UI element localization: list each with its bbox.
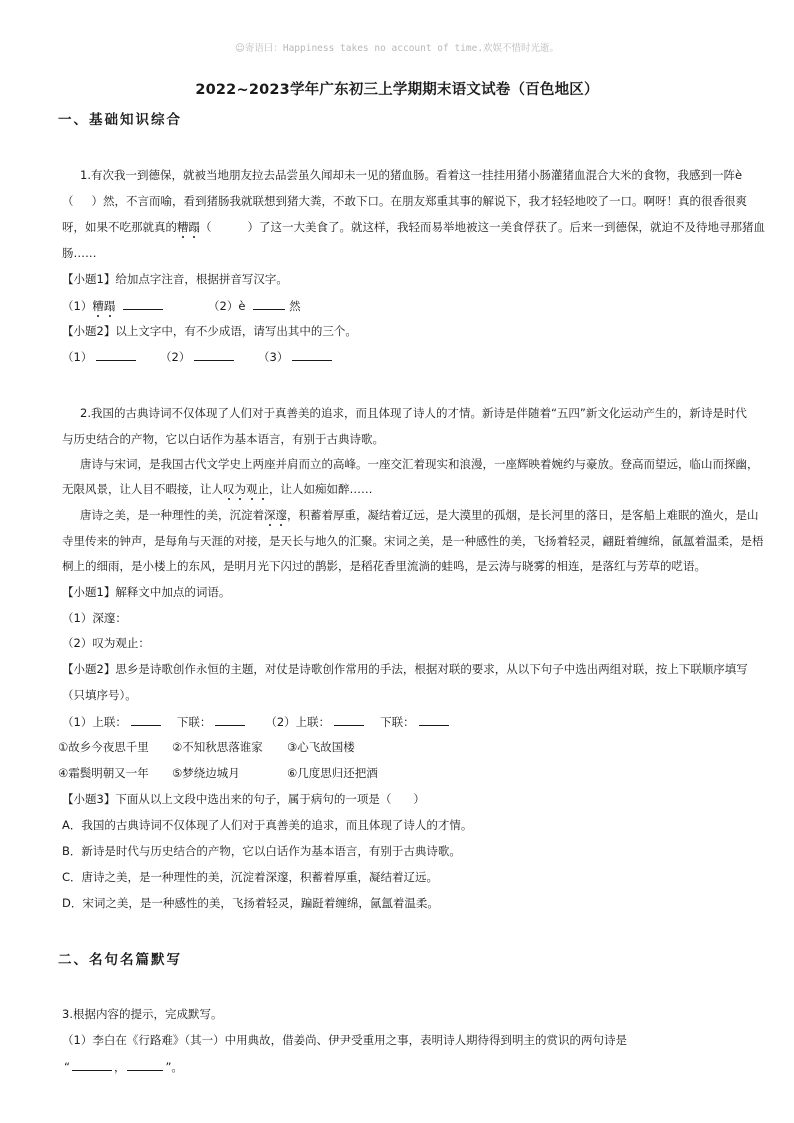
fill-label: 下联： <box>380 715 415 729</box>
watermark <box>0 40 794 54</box>
q1-answer-blank-2[interactable] <box>212 220 248 231</box>
answer-blank[interactable] <box>215 714 245 726</box>
q2-text: 【小题3】下面从以上文段中选出来的句子，属于病句的一项是（ <box>62 792 392 806</box>
item-number: （1） <box>62 299 93 313</box>
q1-text: 1.有次我一到德保，就被当地朋友拉去品尝虽久闻却未一见的猪血肠。看着这一挂挂用猪小肠灌猪血混合大米的食物，我感到一阵 <box>80 168 735 182</box>
q2-option-1: ①故乡今夜思千里 <box>58 740 149 754</box>
q2-text: ，让人如痴如醉…… <box>269 482 373 496</box>
fill-label: （2）上联： <box>265 715 331 729</box>
choice-answer-slot[interactable] <box>391 792 413 803</box>
q2-dotted-char: 为 <box>234 482 246 496</box>
q2-sub2-label-line-2: （只填序号）。 <box>62 688 137 702</box>
q2-sub1-item-2: （2）叹为观止： <box>62 636 150 650</box>
answer-blank[interactable] <box>419 714 449 726</box>
answer-blank[interactable] <box>96 349 136 361</box>
q1-sub2-fill-1 <box>62 349 136 364</box>
q1-paren-open: （ <box>200 220 212 234</box>
q2-para2-line-2 <box>62 482 373 496</box>
answer-blank[interactable] <box>123 298 163 310</box>
q2-dotted-char: 深 <box>264 508 276 522</box>
q2-option-3: ③心飞故国楼 <box>287 740 355 754</box>
q2-sub1-label: 【小题1】解释文中加点的词语。 <box>62 585 231 599</box>
section-heading-2: 二、名句名篇默写 <box>58 952 182 968</box>
q2-option-6: ⑥几度思归还把酒 <box>287 766 378 780</box>
q1-sub2-fill-2 <box>160 349 234 364</box>
q2-choice-b[interactable]: B．新诗是时代与历史结合的产物，它以白话作为基本语言，有别于古典诗歌。 <box>62 844 461 858</box>
q1-pinyin-e: è <box>238 299 246 313</box>
answer-blank[interactable] <box>334 714 364 726</box>
fill-label: （1）上联： <box>62 715 127 729</box>
section-heading-1: 一、基础知识综合 <box>58 112 182 128</box>
answer-blank[interactable] <box>131 714 161 726</box>
q2-choice-c[interactable]: C．唐诗之美，是一种理性的美，沉淀着深邃，积蓄着厚重，凝结着辽远。 <box>62 870 439 884</box>
q3-text: “ <box>64 1060 70 1074</box>
q3-text: ， <box>113 1060 126 1074</box>
q2-para1-line-1: 2.我国的古典诗词不仅体现了人们对于真善美的追求，而且体现了诗人的才情。新诗是伴随着“五四”新文化运动产生的，新诗是时代 <box>80 406 747 420</box>
q2-text: 无限风景，让人目不暇接，让人 <box>62 482 223 496</box>
answer-blank[interactable] <box>292 349 332 361</box>
q2-dotted-char: 邃 <box>275 508 287 522</box>
answer-blank[interactable] <box>127 1059 163 1071</box>
q2-sub1-item-1: （1）深邃： <box>62 611 127 625</box>
q2-text: 唐诗之美，是一种理性的美，沉淀着 <box>80 508 264 522</box>
q2-para3-line-2: 寺里传来的钟声，是每角与天涯的对接，是天长与地久的汇聚。宋词之美，是一种感性的美，飞扬着轻灵，翩跹着缠绵，氤氲着温柔，是梧 <box>62 534 764 548</box>
q1-sub1-item-1 <box>62 298 163 313</box>
q1-text: ）然，不言而喻，看到猪肠我就联想到猪大粪，不敢下口。在朋友郑重其事的解说下，我才轻轻地咬了一口。啊呀！真的很香很爽 <box>91 194 747 208</box>
item-number: （2） <box>160 350 191 364</box>
item-number: （3） <box>258 350 289 364</box>
q1-sub2-label: 【小题2】以上文字中，有不少成语，请写出其中的三个。 <box>62 324 357 338</box>
q2-dotted-char: 观 <box>246 482 258 496</box>
item-number: （2） <box>208 299 239 313</box>
q1-sub1-item-2 <box>208 298 301 313</box>
answer-blank[interactable] <box>72 1059 112 1071</box>
q1-para-line-2 <box>62 194 747 208</box>
q2-para3-line-1 <box>80 508 759 522</box>
q2-choice-a[interactable]: A．我国的古典诗词不仅体现了人们对于真善美的追求，而且体现了诗人的才情。 <box>62 818 473 832</box>
answer-blank[interactable] <box>253 298 285 310</box>
q3-item-1: （1）李白在《行路难》（其一）中用典故，借姜尚、伊尹受重用之事，表明诗人期待得到明主的赏识的两句诗是 <box>62 1033 628 1047</box>
smile-icon: ☺ <box>234 43 245 54</box>
q2-sub2-fill-row <box>62 714 449 729</box>
q1-dotted-char: 蹋 <box>188 220 200 234</box>
q3-item-1-fill <box>64 1059 183 1074</box>
q2-choice-d[interactable]: D．宋词之美，是一种感性的美，飞扬着轻灵，蹁跹着缠绵，氤氲着温柔。 <box>62 896 439 910</box>
q2-option-2: ②不知秋思落谁家 <box>172 740 263 754</box>
q2-option-5: ⑤梦绕边城月 <box>172 766 240 780</box>
q2-option-4: ④霜鬓明朝又一年 <box>58 766 149 780</box>
q2-text: ） <box>413 792 425 806</box>
q1-para-line-3 <box>62 220 765 234</box>
q1-text: 呀，如果不吃那就真的 <box>62 220 177 234</box>
watermark-text: 寄语曰：Happiness takes no account of time.欢娱不惜时光逝。 <box>244 43 560 54</box>
q1-dotted-char: 糟 <box>92 299 104 313</box>
q1-dotted-char: 蹋 <box>103 299 116 313</box>
q3-intro: 3.根据内容的提示，完成默写。 <box>62 1007 223 1021</box>
q1-para-line-4: 肠…… <box>62 246 97 260</box>
q1-para-line-1 <box>80 168 742 182</box>
q2-text: ，积蓄着厚重，凝结着辽远，是大漠里的孤烟，是长河里的落日，是客船上难眠的渔火，是山 <box>287 508 759 522</box>
q2-para2-line-1: 唐诗与宋词，是我国古代文学史上两座并肩而立的高峰。一座交汇着现实和浪漫，一座辉映着婉约与豪放。登高而望远，临山而探幽， <box>80 457 759 471</box>
q1-paren-open: （ <box>62 194 74 208</box>
q1-sub2-fill-3 <box>258 349 332 364</box>
q2-para3-line-3: 桐上的细雨，是小楼上的东风，是明月光下闪过的鹊影，是稻花香里流淌的蛙鸣，是云涛与晓雾的相连，是落红与芳草的呓语。 <box>62 559 706 573</box>
item-number: （1） <box>62 350 93 364</box>
fill-label: 下联： <box>176 715 212 729</box>
q1-text: ）了这一大美食了。就这样，我轻而易举地被这一美食俘获了。后来一到德保，就迫不及待地寻那猪血 <box>247 220 765 234</box>
q1-dotted-char: 糟 <box>177 220 189 234</box>
q1-text: 然 <box>289 299 301 313</box>
q1-answer-blank-1[interactable] <box>74 194 92 205</box>
page-title: 2022~2023学年广东初三上学期期末语文试卷（百色地区） <box>195 82 599 98</box>
answer-blank[interactable] <box>194 349 234 361</box>
q2-dotted-char: 叹 <box>223 482 235 496</box>
q2-sub3-label <box>62 792 425 806</box>
q1-pinyin-e: è <box>734 168 743 182</box>
q1-sub1-label: 【小题1】给加点字注音，根据拼音写汉字。 <box>62 272 288 286</box>
q2-dotted-char: 止 <box>257 482 269 496</box>
q2-sub2-label-line-1: 【小题2】思乡是诗歌创作永恒的主题，对仗是诗歌创作常用的手法，根据对联的要求，从以下句子中选出两组对联，按上下联顺序填写 <box>62 662 748 676</box>
q2-para1-line-2: 与历史结合的产物，它以白话作为基本语言，有别于古典诗歌。 <box>62 432 384 446</box>
q3-text: ”。 <box>165 1060 183 1074</box>
